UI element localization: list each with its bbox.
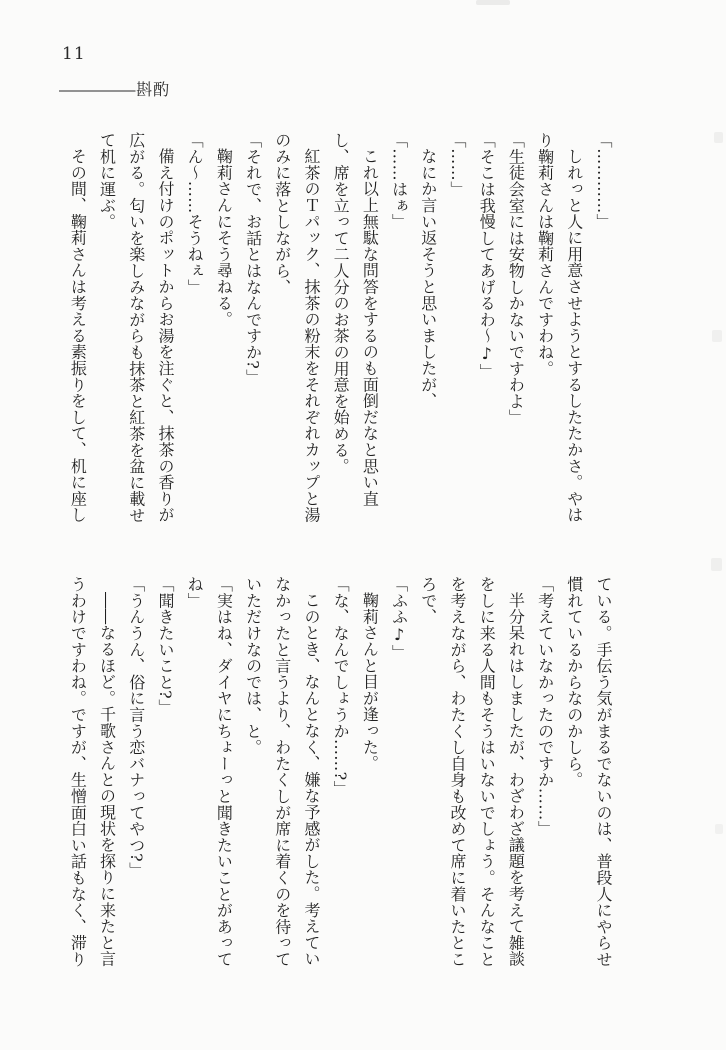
text-column-line: 「な、なんでしょうか……?」 [331, 576, 351, 797]
scan-artifact [711, 558, 722, 571]
header-dash: ―― [59, 80, 131, 99]
scan-artifact [714, 132, 723, 143]
text-column-line: 「生徒会室には安物しかないですわよ」 [506, 132, 526, 426]
text-column-line: のみに落としながら、 [272, 132, 292, 295]
text-column-line: ――なるほど。千歌さんとの現状を探りに来たと言 [97, 592, 117, 967]
scan-artifact [715, 824, 723, 834]
text-column-line: 備え付けのポットからお湯を注ぐと、抹茶の香りが [155, 148, 175, 523]
text-column-line: 広がる。匂いを楽しみながらも抹茶と紅茶を盆に載せ [126, 132, 146, 524]
text-column-line: 半分呆れはしましたが、わざわざ議題を考えて雑談 [506, 592, 526, 967]
text-column-line: 「…………」 [594, 132, 613, 230]
chapter-title: 斟酌 [136, 80, 171, 99]
text-column-line: 鞠莉さんにそう尋ねる。 [214, 148, 234, 328]
text-column-line: 慣れているからなのかしら。 [564, 576, 584, 788]
text-column-line: ている。手伝う気がまるでないのは、普段人にやらせ [594, 576, 613, 968]
text-column-line: しれっと人に用意させようとするしたたかさ。やは [564, 148, 584, 523]
text-column-line: 「考えていなかったのですか……」 [535, 576, 555, 837]
page-number: 11 [62, 44, 86, 64]
scan-artifact [476, 0, 510, 5]
text-column-line: なにか言い返そうと思いましたが、 [418, 148, 438, 409]
scan-artifact [712, 330, 722, 342]
text-column-line: 「実はね、ダイヤにちょーっと聞きたいことがあって [214, 576, 234, 968]
lower-text-block [62, 576, 618, 974]
text-column-line: 「……はぁ」 [389, 132, 409, 230]
text-column-line: て机に運ぶ。 [97, 132, 117, 230]
chapter-header [59, 77, 170, 100]
text-column-line: 「聞きたいこと?」 [155, 576, 175, 716]
text-column-line: し、席を立って二人分のお茶の用意を始める。 [331, 132, 351, 475]
text-column-line: 紅茶のＴパック、抹茶の粉末をそれぞれカップと湯 [301, 148, 321, 523]
text-column-line: 鞠莉さんと目が逢った。 [360, 592, 380, 772]
text-column-line: ろで、 [418, 576, 438, 625]
text-column-line: その間、鞠莉さんは考える素振りをして、机に座し [68, 148, 88, 523]
text-column-line: これ以上無駄な問答をするのも面倒だなと思い直 [360, 148, 380, 507]
upper-text-block [62, 132, 618, 530]
text-column-line: り鞠莉さんは鞠莉さんですわね。 [535, 132, 555, 377]
text-column-line: 「ふふ♪」 [389, 576, 409, 661]
text-column-line: 「そこは我慢してあげるわ〜♪」 [477, 132, 497, 380]
text-column-line: 「それで、お話とはなんですか?」 [243, 132, 263, 386]
text-column-line: 「……」 [447, 132, 467, 198]
text-column-line: をしに来る人間もそうはいないでしょう。そんなこと [477, 576, 497, 968]
text-column-line: 「ん〜……そうねぇ」 [185, 132, 205, 295]
text-column-line: うわけですわね。ですが、生憎面白い話もなく、滞り [68, 576, 88, 968]
text-column-line: を考えながら、わたくし自身も改めて席に着いたとこ [447, 576, 467, 968]
text-column-line: ね」 [185, 576, 205, 609]
text-column-line: いただけなのでは、と。 [243, 576, 263, 756]
text-column-line: このとき、なんとなく、嫌な予感がした。考えてい [301, 592, 321, 967]
text-column-line: なかったと言うより、わたくしが席に着くのを待って [272, 576, 292, 968]
text-column-line: 「うんうん、俗に言う恋バナってやつ?」 [126, 576, 146, 879]
